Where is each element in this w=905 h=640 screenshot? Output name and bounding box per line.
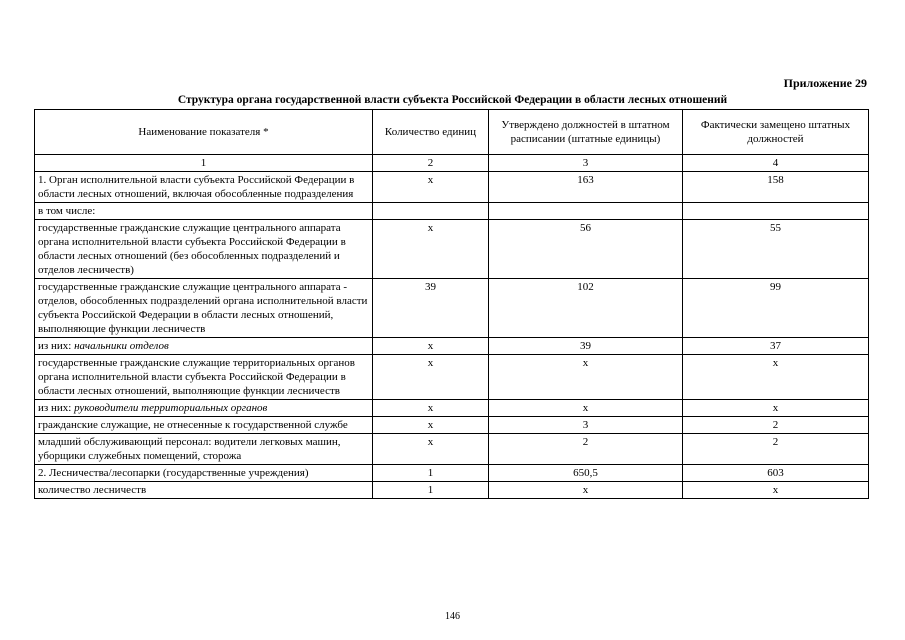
row-units: x xyxy=(373,172,489,203)
document-title: Структура органа государственной власти субъекта Российской Федерации в области лесных отношений xyxy=(177,94,728,106)
table-row xyxy=(35,482,869,499)
row-filled: x xyxy=(683,482,869,499)
row-units: x xyxy=(373,400,489,417)
table-row xyxy=(35,220,869,279)
row-filled: 55 xyxy=(683,220,869,279)
row-name-italic: начальники отделов xyxy=(74,340,169,352)
appendix-label: Приложение 29 xyxy=(783,76,867,90)
row-units xyxy=(373,203,489,220)
header-row xyxy=(35,110,869,155)
row-units: x xyxy=(373,434,489,465)
column-number-row xyxy=(35,155,869,172)
table-row xyxy=(35,172,869,203)
table-row xyxy=(35,203,869,220)
row-units: 39 xyxy=(373,279,489,338)
row-approved: 3 xyxy=(489,417,683,434)
header-filled-positions: Фактически замещено штатных должностей xyxy=(683,110,869,155)
header-approved-positions: Утверждено должностей в штатном расписании (штатные единицы) xyxy=(489,110,683,155)
row-approved: 39 xyxy=(489,338,683,355)
column-number: 1 xyxy=(35,155,373,172)
header-units-count: Количество единиц xyxy=(373,110,489,155)
row-name: 2. Лесничества/лесопарки (государственные учреждения) xyxy=(35,465,373,482)
row-filled: 99 xyxy=(683,279,869,338)
row-approved: 2 xyxy=(489,434,683,465)
table-row xyxy=(35,355,869,400)
row-approved: x xyxy=(489,355,683,400)
row-filled: x xyxy=(683,400,869,417)
column-number: 2 xyxy=(373,155,489,172)
row-units: x xyxy=(373,220,489,279)
row-name: в том числе: xyxy=(35,203,373,220)
table-row xyxy=(35,400,869,417)
row-filled: 603 xyxy=(683,465,869,482)
table-row xyxy=(35,434,869,465)
page-number: 146 xyxy=(445,611,460,622)
row-name: 1. Орган исполнительной власти субъекта Российской Федерации в области лесных отношений, включая обособленные подразделения xyxy=(35,172,373,203)
row-name: гражданские служащие, не отнесенные к государственной службе xyxy=(35,417,373,434)
row-filled: 37 xyxy=(683,338,869,355)
row-name: младший обслуживающий персонал: водители легковых машин, уборщики служебных помещений, сторожа xyxy=(35,434,373,465)
row-filled: 2 xyxy=(683,434,869,465)
column-number: 3 xyxy=(489,155,683,172)
row-name xyxy=(35,338,373,355)
row-name xyxy=(35,400,373,417)
row-filled: x xyxy=(683,355,869,400)
row-approved: x xyxy=(489,400,683,417)
table-row xyxy=(35,417,869,434)
row-approved xyxy=(489,203,683,220)
table-row xyxy=(35,279,869,338)
table-row xyxy=(35,338,869,355)
row-approved: x xyxy=(489,482,683,499)
row-name-prefix: из них: xyxy=(38,340,75,352)
row-name: количество лесничеств xyxy=(35,482,373,499)
row-name-italic: руководители территориальных органов xyxy=(74,402,268,414)
row-name: государственные гражданские служащие территориальных органов органа исполнительной власти субъекта Российской Федерации в области лесных отношений, выполняющие функции лесничеств xyxy=(35,355,373,400)
row-units: x xyxy=(373,417,489,434)
header-indicator-name: Наименование показателя * xyxy=(35,110,373,155)
table-row xyxy=(35,465,869,482)
row-filled: 2 xyxy=(683,417,869,434)
row-approved: 56 xyxy=(489,220,683,279)
row-name-prefix: из них: xyxy=(38,402,75,414)
row-approved: 650,5 xyxy=(489,465,683,482)
row-name: государственные гражданские служащие центрального аппарата органа исполнительной власти субъекта Российской Федерации в области лесных отношений (без обособленных подразделений и отделов лесничеств) xyxy=(35,220,373,279)
row-approved: 102 xyxy=(489,279,683,338)
column-number: 4 xyxy=(683,155,869,172)
structure-table xyxy=(34,109,869,499)
row-filled: 158 xyxy=(683,172,869,203)
row-filled xyxy=(683,203,869,220)
row-units: 1 xyxy=(373,482,489,499)
row-units: x xyxy=(373,338,489,355)
row-name: государственные гражданские служащие центрального аппарата - отделов, обособленных подразделений органа исполнительной власти субъекта Российской Федерации в области лесных отношений, выполняющие функции лесничеств xyxy=(35,279,373,338)
row-approved: 163 xyxy=(489,172,683,203)
row-units: x xyxy=(373,355,489,400)
row-units: 1 xyxy=(373,465,489,482)
